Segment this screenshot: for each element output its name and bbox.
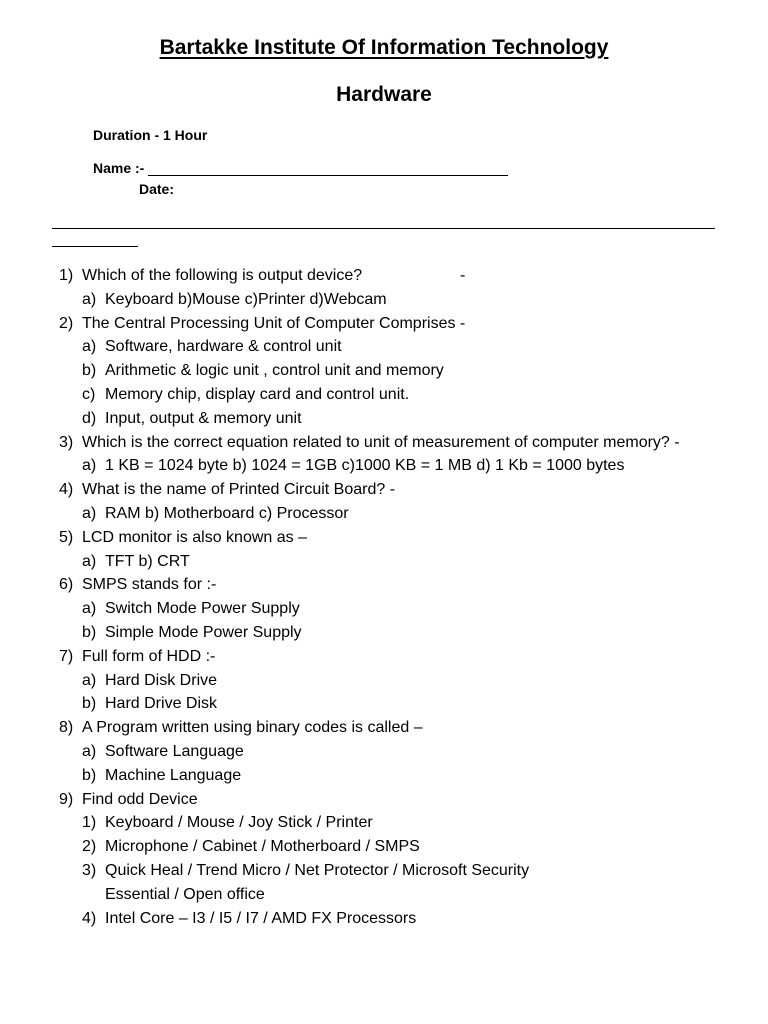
option-letter: b) (82, 695, 97, 713)
name-blank-line[interactable] (148, 159, 508, 176)
option-text: Essential / Open office (105, 885, 265, 903)
option-text: Software Language (105, 743, 244, 760)
question-text: LCD monitor is also known as – (82, 528, 307, 546)
question-number: 4) (59, 481, 74, 499)
option-letter: a) (82, 600, 97, 618)
question-text: Find odd Device (82, 790, 198, 808)
answer-option (0, 835, 768, 859)
question-1 (0, 264, 768, 288)
option-text: Software, hardware & control unit (105, 338, 342, 356)
question-number: 8) (59, 719, 74, 737)
question-text: Which is the correct equation related to unit of measurement of computer memory? - (82, 433, 680, 451)
question-text: Full form of HDD :- (82, 647, 216, 665)
option-letter: a) (82, 671, 97, 689)
option-text: 1 KB = 1024 byte b) 1024 = 1GB c)1000 KB = 1 MB d) 1 Kb = 1000 bytes (105, 457, 625, 475)
duration-label: Duration - 1 Hour (93, 127, 208, 143)
answer-option (0, 454, 768, 478)
question-number: 3) (59, 433, 74, 451)
question-number: 5) (59, 528, 74, 546)
question-7 (0, 645, 768, 669)
answer-option (0, 550, 768, 574)
answer-option (0, 740, 768, 764)
option-text: RAM b) Motherboard c) Processor (105, 505, 349, 522)
answer-option (0, 407, 768, 431)
question-6 (0, 573, 768, 597)
option-text: Input, output & memory unit (105, 409, 302, 427)
option-letter: b) (82, 624, 97, 641)
option-text: Simple Mode Power Supply (105, 624, 302, 641)
question-text: SMPS stands for :- (82, 576, 217, 594)
option-text: Intel Core – I3 / I5 / I7 / AMD FX Processors (105, 909, 417, 927)
option-text: Memory chip, display card and control unit. (105, 386, 410, 403)
option-text: Keyboard b)Mouse c)Printer d)Webcam (105, 290, 387, 308)
answer-option (0, 692, 768, 716)
question-2 (0, 312, 768, 336)
answer-option (0, 359, 768, 383)
question-number: 1) (59, 267, 74, 284)
option-letter: d) (82, 409, 97, 427)
separator-line-continuation (52, 246, 138, 247)
option-letter: 1) (82, 814, 97, 832)
option-letter: a) (82, 290, 97, 308)
option-text: Keyboard / Mouse / Joy Stick / Printer (105, 814, 373, 832)
option-letter: a) (82, 552, 97, 570)
option-letter: 3) (82, 862, 97, 879)
question-number: 7) (59, 647, 74, 665)
option-letter: a) (82, 505, 97, 522)
answer-option (0, 597, 768, 621)
question-8 (0, 716, 768, 740)
question-4 (0, 478, 768, 502)
option-letter: a) (82, 457, 97, 475)
subject-title: Hardware (336, 83, 432, 106)
question-text: A Program written using binary codes is called – (82, 719, 423, 737)
option-text: TFT b) CRT (105, 552, 190, 570)
question-number: 9) (59, 790, 74, 808)
option-letter: 2) (82, 838, 97, 856)
option-letter: b) (82, 362, 97, 380)
question-text: Which of the following is output device? (82, 267, 363, 284)
option-text: Switch Mode Power Supply (105, 600, 300, 618)
question-text: The Central Processing Unit of Computer Comprises - (82, 314, 466, 332)
answer-option (0, 859, 768, 883)
answer-option (0, 669, 768, 693)
question-3 (0, 431, 768, 455)
question-number: 6) (59, 576, 74, 594)
question-number: 2) (59, 314, 74, 332)
option-letter: b) (82, 766, 97, 784)
option-text: Microphone / Cabinet / Motherboard / SMPS (105, 838, 420, 856)
option-text: Machine Language (105, 766, 242, 784)
institute-title: Bartakke Institute Of Information Technology (159, 36, 609, 59)
option-text: Arithmetic & logic unit , control unit and memory (105, 362, 444, 380)
answer-option (0, 335, 768, 359)
option-letter: a) (82, 743, 97, 760)
option-text: Quick Heal / Trend Micro / Net Protector / Microsoft Security (105, 862, 530, 879)
name-field (93, 159, 508, 176)
answer-option (0, 383, 768, 407)
option-letter: a) (82, 338, 97, 356)
answer-option (0, 288, 768, 312)
answer-option (0, 621, 768, 645)
answer-option (0, 883, 768, 907)
separator-line (52, 228, 715, 229)
question-text: What is the name of Printed Circuit Board? - (82, 481, 396, 499)
question-9 (0, 788, 768, 812)
question-5 (0, 526, 768, 550)
option-text: Hard Drive Disk (105, 695, 218, 713)
answer-option (0, 811, 768, 835)
option-letter: c) (82, 386, 96, 403)
name-label: Name :- (93, 160, 145, 176)
option-letter: 4) (82, 909, 97, 927)
question-dash: - (460, 267, 466, 284)
answer-option (0, 907, 768, 931)
date-label: Date: (139, 181, 175, 197)
answer-option (0, 764, 768, 788)
answer-option (0, 502, 768, 526)
option-text: Hard Disk Drive (105, 671, 218, 689)
